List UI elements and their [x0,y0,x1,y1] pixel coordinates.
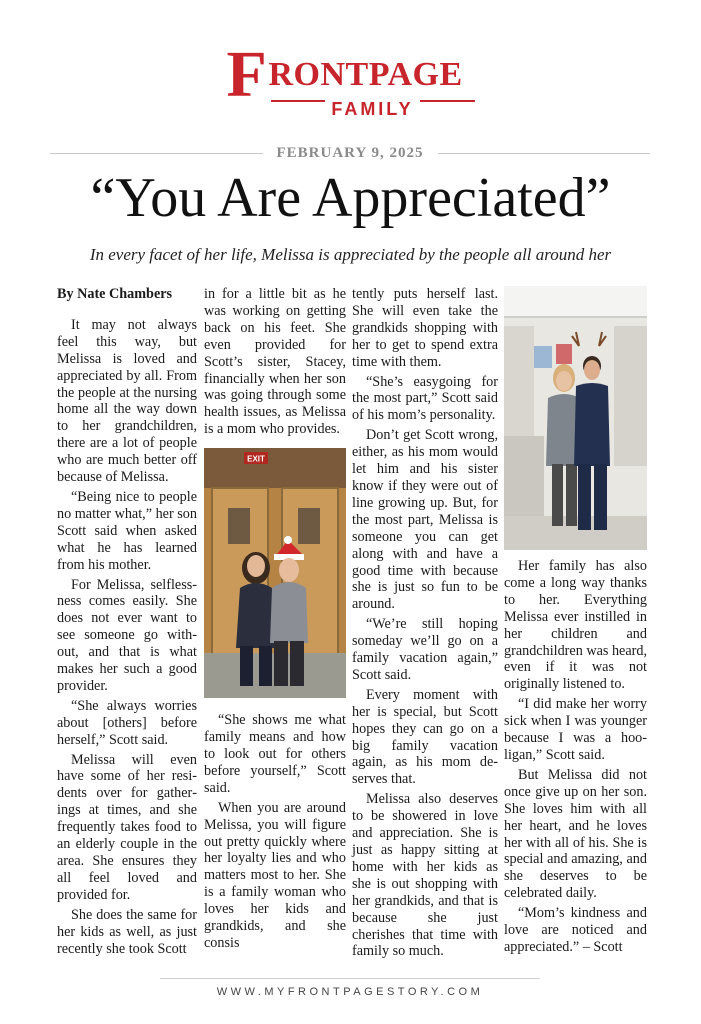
logo-subtitle: FAMILY [325,99,419,119]
paragraph: For Melissa, selflessness comes easily. She does not ever want to see someone go without, and that is what makes her such a good provider. [57,576,197,694]
column-1 [57,286,197,960]
paragraph: “She shows me what family means and how to look out for others before yourself,” Scott said. [204,712,346,796]
photo-mother-and-son-image [204,448,346,698]
dateline-rule-right [438,153,651,154]
dateline [50,144,650,162]
publication-date: FEBRUARY 9, 2025 [276,144,424,161]
paragraph: When you are around Melissa, you will figure out pretty quickly where her loyalty lies and who matters most to her. She is a family woman who loves her kids and grandkids, and she consis [204,799,346,951]
paragraph: “Mom’s kindness and love are noticed and appreciated.” – Scott [504,905,647,955]
logo-initial: F [226,38,267,111]
photo-mother-and-son [204,448,346,698]
photo-nursing-home-staff-image [504,286,647,550]
paragraph: in for a little bit as he was working on getting back on his feet. She even provided for Scott’s sister, Stacey, financially when her son was going through some health issues, as Melissa is a mom who provides. [204,286,346,438]
column-4 [504,286,647,959]
column-2 [204,286,346,955]
paragraph: “I did make her worry sick when I was younger because I was a hooligan,” Scott said. [504,696,647,763]
photo-nursing-home-staff [504,286,647,550]
column-3 [352,286,498,963]
dateline-rule-left [50,153,263,154]
paragraph: She does the same for her kids as well, as just recently she took Scott [57,906,197,957]
paragraph: Her family has also come a long way thanks to her. Everything Melissa ever instilled in her children and grandchildren was heard, even if it was not originally listened to. [504,558,647,693]
logo-wordmark: RONTPAGE [268,56,463,93]
paragraph: But Melissa did not once give up on her son. She loves him with all her heart, and he loves her with all of his. She is special and amazing, and she deserves to be celebrated daily. [504,766,647,902]
masthead [0,38,701,131]
paragraph: tently puts herself last. She will even take the grandkids shopping with her to get to spend extra time with them. [352,286,498,370]
paragraph: It may not always feel this way, but Melissa is loved and appreciated by all. From the people at the nursing home all the way down to her grandchildren, there are a lot of people who are much better off because of Melissa. [57,316,197,486]
exit-sign: EXIT [247,454,265,464]
paragraph: Every moment with her is special, but Scott hopes they can go on a big family vacation again, as his mom deserves that. [352,686,498,788]
byline: By Nate Chambers [57,286,173,302]
paragraph: “Being nice to people no matter what,” her son Scott said when asked what he has learned from his mother. [57,488,197,573]
paragraph: “She’s easygoing for the most part,” Scott said of his mom’s personality. [352,373,498,424]
subheadline: In every facet of her life, Melissa is appreciated by the people all around her [89,245,612,264]
paragraph: “She always worries about [others] before herself,” Scott said. [57,697,197,748]
frontpage-family-logo [221,38,481,126]
footer-url: WWW.MYFRONTPAGESTORY.COM [160,978,540,998]
paragraph: Don’t get Scott wrong, either, as his mom would let him and his sister know if they were out of line growing up. But, for the most part, Melissa is someone you can get along with and have a good time with because she is just so fun to be around. [352,427,498,613]
paragraph: Melissa will even have some of her residents over for gatherings at times, and she frequently takes food to an elderly couple in the area. She ensures they all feel loved and provided for. [57,751,197,903]
paragraph: Melissa also deserves to be showered in love and appreciation. She is just as happy sitting at home with her kids as she is out shopping with her grandkids, and that is because she just cherishes that time with family so much. [352,791,498,960]
paragraph: “We’re still hoping someday we’ll go on a family vacation again,” Scott said. [352,616,498,683]
headline: “You Are Appreciated” [90,167,611,229]
